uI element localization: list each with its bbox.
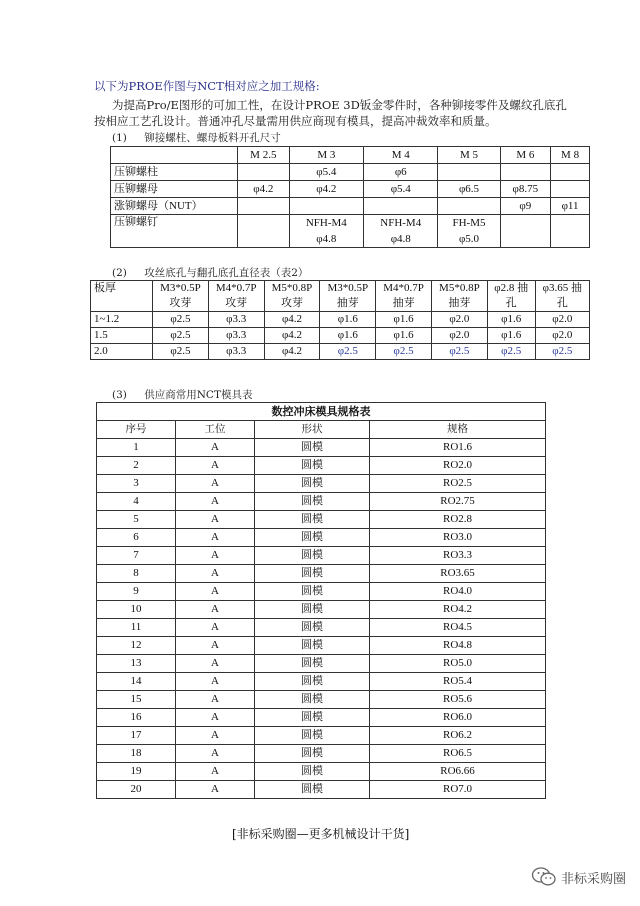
table-cell: φ2.5 [153, 328, 209, 344]
table-cell: A [176, 529, 255, 547]
table-row [91, 328, 590, 344]
table-cell [91, 296, 153, 312]
table-cell: RO4.0 [370, 583, 546, 601]
table-cell: 圆模 [255, 781, 370, 799]
table-cell: M 5 [438, 147, 500, 164]
table-row [97, 439, 546, 457]
table-cell: 19 [97, 763, 176, 781]
table-cell: RO5.4 [370, 673, 546, 691]
table-cell: φ4.2 [264, 344, 320, 360]
section1-title: 铆接螺柱、螺母板料开孔尺寸 [144, 132, 281, 144]
table-cell: φ5.0 [438, 231, 500, 248]
table-cell: 5 [97, 511, 176, 529]
table-header-cell: 形状 [255, 421, 370, 439]
table-cell: RO6.66 [370, 763, 546, 781]
table-cell: φ4.8 [364, 231, 438, 248]
table-cell: A [176, 727, 255, 745]
table-cell [364, 198, 438, 215]
table-cell: RO3.65 [370, 565, 546, 583]
table-cell: φ4.8 [289, 231, 363, 248]
table-cell: 圆模 [255, 727, 370, 745]
table-header-row [111, 147, 590, 164]
table-cell: 圆模 [255, 745, 370, 763]
section2-heading [112, 265, 308, 280]
section3-heading [112, 387, 252, 402]
table-cell: 抽芽 [320, 296, 376, 312]
table-cell: 孔 [535, 296, 589, 312]
intro-paragraph-line-1: 为提高Pro/E图形的可加工性，在设计PROE 3D钣金零件时，各种铆接零件及螺纹孔底孔 [112, 98, 567, 112]
table-cell: 15 [97, 691, 176, 709]
table-cell: 11 [97, 619, 176, 637]
table-row [97, 637, 546, 655]
table-cell: A [176, 493, 255, 511]
table-cell: 17 [97, 727, 176, 745]
table-cell: φ4.2 [289, 181, 363, 198]
table-cell: RO3.3 [370, 547, 546, 565]
table-cell: 圆模 [255, 547, 370, 565]
table-cell [238, 164, 290, 181]
table-cell: A [176, 511, 255, 529]
table-cell: RO1.6 [370, 439, 546, 457]
table-cell: 孔 [487, 296, 535, 312]
table-row [97, 691, 546, 709]
table-cell: 1~1.2 [91, 312, 153, 328]
table-row [97, 583, 546, 601]
table-row [111, 181, 590, 198]
table-cell [289, 198, 363, 215]
table-cell: 3 [97, 475, 176, 493]
table-cell [111, 147, 238, 164]
table-cell: 1.5 [91, 328, 153, 344]
table-cell: M 3 [289, 147, 363, 164]
table-cell: 抽芽 [431, 296, 487, 312]
table-cell: RO5.0 [370, 655, 546, 673]
table-row [97, 709, 546, 727]
table-cell: 抽芽 [376, 296, 432, 312]
table-header-cell: 序号 [97, 421, 176, 439]
table-cell: 攻芽 [208, 296, 264, 312]
table-cell: RO3.0 [370, 529, 546, 547]
table-title: 数控冲床模具规格表 [97, 403, 546, 421]
table-cell [438, 164, 500, 181]
watermark-text: 非标采购圈 [560, 871, 626, 887]
table-cell: 攻芽 [264, 296, 320, 312]
table-cell: φ1.6 [487, 328, 535, 344]
footer-note: [非标采购圈—更多机械设计干货] [232, 827, 410, 841]
table-cell: φ2.0 [431, 312, 487, 328]
table-cell: φ6.5 [438, 181, 500, 198]
table-cell: 压铆螺母 [111, 181, 238, 198]
table-cell: 圆模 [255, 511, 370, 529]
table-cell: M4*0.7P [208, 281, 264, 297]
table-row [97, 493, 546, 511]
table-cell: A [176, 619, 255, 637]
table-cell: A [176, 565, 255, 583]
table-cell [238, 198, 290, 215]
table-cell: φ4.2 [264, 328, 320, 344]
section3-title: 供应商常用NCT模具表 [144, 389, 253, 401]
table-cell: φ2.0 [535, 312, 589, 328]
table-cell: RO4.5 [370, 619, 546, 637]
rivet-hole-table [110, 146, 590, 248]
table-row [111, 215, 590, 232]
intro-paragraph-line-2: 按相应工艺孔设计。普通冲孔尽量需用供应商现有模具，提高冲裁效率和质量。 [94, 114, 497, 128]
table-cell: 2.0 [91, 344, 153, 360]
table-cell: 14 [97, 673, 176, 691]
table-cell: φ9 [500, 198, 551, 215]
table-header-cell: 规格 [370, 421, 546, 439]
table-cell: φ2.5 [153, 312, 209, 328]
table-cell: 圆模 [255, 691, 370, 709]
table-cell: φ5.4 [289, 164, 363, 181]
table-cell: A [176, 547, 255, 565]
table-cell: φ2.5 [320, 344, 376, 360]
section1-number: (1) [112, 132, 127, 144]
table-header-row [91, 296, 590, 312]
table-cell: FH-M5 [438, 215, 500, 232]
table-cell: 圆模 [255, 583, 370, 601]
table-cell: 12 [97, 637, 176, 655]
table-cell: 10 [97, 601, 176, 619]
table-cell: φ1.6 [376, 328, 432, 344]
table-cell: RO4.2 [370, 601, 546, 619]
table-cell: RO2.8 [370, 511, 546, 529]
table-cell: NFH-M4 [289, 215, 363, 232]
table-cell: 7 [97, 547, 176, 565]
table-cell: RO5.6 [370, 691, 546, 709]
intro-title: 以下为PROE作图与NCT相对应之加工规格: [94, 79, 320, 93]
table-cell: φ11 [551, 198, 590, 215]
table-cell: 6 [97, 529, 176, 547]
table-row [91, 344, 590, 360]
table-cell [551, 181, 590, 198]
table-cell: A [176, 709, 255, 727]
table-cell [551, 215, 590, 248]
table-cell: φ1.6 [487, 312, 535, 328]
table-cell: φ6 [364, 164, 438, 181]
table-row [97, 475, 546, 493]
table-header-cell: 工位 [176, 421, 255, 439]
table-cell: 圆模 [255, 673, 370, 691]
table-cell: 圆模 [255, 709, 370, 727]
table-cell: 圆模 [255, 457, 370, 475]
table-cell: A [176, 781, 255, 799]
table-cell: φ3.3 [208, 328, 264, 344]
table-cell: A [176, 583, 255, 601]
section2-title: 攻丝底孔与翻孔底孔直径表（表2） [144, 267, 309, 279]
table-cell: φ2.5 [431, 344, 487, 360]
table-cell: φ2.5 [153, 344, 209, 360]
table-row [97, 511, 546, 529]
table-header-row [91, 281, 590, 297]
table-cell: RO2.5 [370, 475, 546, 493]
table-row [97, 655, 546, 673]
table-cell: RO6.0 [370, 709, 546, 727]
table-cell: 圆模 [255, 619, 370, 637]
table-cell: RO6.2 [370, 727, 546, 745]
table-row [97, 565, 546, 583]
table-row [97, 727, 546, 745]
table-row [111, 164, 590, 181]
nct-die-table [96, 402, 546, 799]
wechat-icon [531, 866, 557, 888]
table-cell: RO7.0 [370, 781, 546, 799]
table-row [97, 529, 546, 547]
table-cell: 20 [97, 781, 176, 799]
table-cell: A [176, 439, 255, 457]
table-cell: M4*0.7P [376, 281, 432, 297]
table-cell: φ3.3 [208, 344, 264, 360]
table-row [91, 312, 590, 328]
table-cell: 压铆螺柱 [111, 164, 238, 181]
table-row [97, 601, 546, 619]
table-cell [551, 164, 590, 181]
table-cell: 板厚 [91, 281, 153, 297]
table-row [111, 198, 590, 215]
table-cell: 圆模 [255, 439, 370, 457]
table-cell: M5*0.8P [431, 281, 487, 297]
table-body [97, 439, 546, 799]
table-cell: 圆模 [255, 529, 370, 547]
table-cell [500, 164, 551, 181]
table-cell: A [176, 655, 255, 673]
table-cell: φ4.2 [264, 312, 320, 328]
table-cell: M 6 [500, 147, 551, 164]
table-cell: 2 [97, 457, 176, 475]
table-row [97, 763, 546, 781]
table-cell: A [176, 691, 255, 709]
table-cell: 18 [97, 745, 176, 763]
table-cell: A [176, 601, 255, 619]
tap-hole-table [90, 280, 590, 360]
table-cell: 1 [97, 439, 176, 457]
watermark [531, 866, 626, 888]
table-cell: 圆模 [255, 565, 370, 583]
table-cell: φ4.2 [238, 181, 290, 198]
table-cell: φ3.65 抽 [535, 281, 589, 297]
table-row [97, 745, 546, 763]
table-cell: 圆模 [255, 601, 370, 619]
table-cell: φ2.5 [535, 344, 589, 360]
table-cell: φ2.0 [535, 328, 589, 344]
table-cell: A [176, 763, 255, 781]
table-cell: M3*0.5P [320, 281, 376, 297]
table-title-row [97, 403, 546, 421]
table-cell: φ2.5 [487, 344, 535, 360]
table-cell: M 4 [364, 147, 438, 164]
table-cell: φ3.3 [208, 312, 264, 328]
table-cell: 涨铆螺母（NUT） [111, 198, 238, 215]
table-cell: RO2.0 [370, 457, 546, 475]
table-cell: φ5.4 [364, 181, 438, 198]
table-cell: 圆模 [255, 475, 370, 493]
table-cell: φ1.6 [320, 312, 376, 328]
table-cell: φ2.8 抽 [487, 281, 535, 297]
table-cell: 圆模 [255, 493, 370, 511]
table-row [97, 547, 546, 565]
table-cell: 攻芽 [153, 296, 209, 312]
table-cell: 8 [97, 565, 176, 583]
table-cell: M5*0.8P [264, 281, 320, 297]
table-cell: 压铆螺钉 [111, 215, 238, 248]
table-cell: 4 [97, 493, 176, 511]
table-cell: M3*0.5P [153, 281, 209, 297]
table-cell: A [176, 457, 255, 475]
table-row [97, 781, 546, 799]
table-cell: RO4.8 [370, 637, 546, 655]
table-cell: φ2.0 [431, 328, 487, 344]
table-cell: A [176, 475, 255, 493]
table-cell [238, 215, 290, 248]
table-cell: φ1.6 [376, 312, 432, 328]
table-cell: RO2.75 [370, 493, 546, 511]
table-cell: RO6.5 [370, 745, 546, 763]
table-cell: 9 [97, 583, 176, 601]
table-cell: 16 [97, 709, 176, 727]
table-row [97, 619, 546, 637]
table-cell: A [176, 637, 255, 655]
table-cell [500, 215, 551, 248]
table-cell: A [176, 745, 255, 763]
table-cell: φ8.75 [500, 181, 551, 198]
table-cell: M 8 [551, 147, 590, 164]
table-cell: 13 [97, 655, 176, 673]
table-cell: M 2.5 [238, 147, 290, 164]
table-cell [438, 198, 500, 215]
table-cell: A [176, 673, 255, 691]
table-header-row [97, 421, 546, 439]
table-cell: 圆模 [255, 763, 370, 781]
table-row [97, 673, 546, 691]
table-cell: φ2.5 [376, 344, 432, 360]
table-cell: 圆模 [255, 655, 370, 673]
section3-number: (3) [112, 389, 127, 401]
table-cell: NFH-M4 [364, 215, 438, 232]
table-cell: 圆模 [255, 637, 370, 655]
section1-heading [112, 130, 281, 145]
table-row [97, 457, 546, 475]
section2-number: (2) [112, 267, 127, 279]
table-cell: φ1.6 [320, 328, 376, 344]
